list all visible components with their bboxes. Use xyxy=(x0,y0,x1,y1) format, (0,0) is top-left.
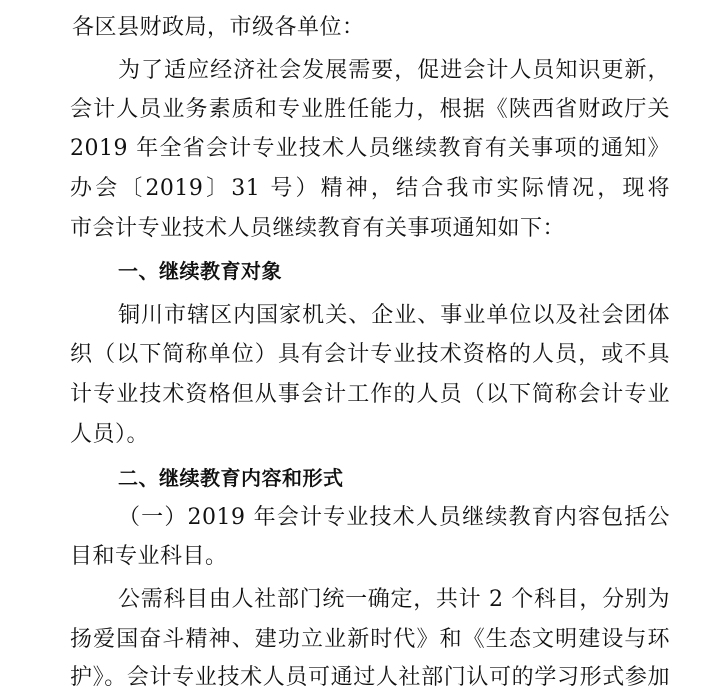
paragraph-intro-line-1: 为了适应经济社会发展需要，促进会计人员知识更新， xyxy=(118,58,670,83)
paragraph-target-line-2: 织（以下简称单位）具有会计专业技术资格的人员，或不具 xyxy=(70,342,670,367)
paragraph-public-line-1: 公需科目由人社部门统一确定，共计 2 个科目，分别为 xyxy=(118,587,670,612)
paragraph-target-line-1: 铜川市辖区内国家机关、企业、事业单位以及社会团体 xyxy=(118,303,670,328)
paragraph-public-line-3: 护》。会计专业技术人员可通过人社部门认可的学习形式参加 xyxy=(70,665,670,690)
paragraph-intro-line-5: 市会计专业技术人员继续教育有关事项通知如下： xyxy=(70,216,566,241)
paragraph-content-line-2: 目和专业科目。 xyxy=(70,544,228,569)
paragraph-intro-line-3: 2019 年全省会计专业技术人员继续教育有关事项的通知》 xyxy=(70,136,670,161)
section-heading-2: 二、继续教育内容和形式 xyxy=(118,466,344,490)
paragraph-intro-line-4: 办会〔2019〕31 号）精神，结合我市实际情况，现将 xyxy=(70,176,670,201)
paragraph-target-line-3: 计专业技术资格但从事会计工作的人员（以下简称会计专业 xyxy=(70,382,670,407)
paragraph-public-line-2: 扬爱国奋斗精神、建功立业新时代》和《生态文明建设与环 xyxy=(70,627,670,652)
paragraph-target-line-4: 人员）。 xyxy=(70,422,150,447)
salutation-line: 各区县财政局，市级各单位： xyxy=(72,15,365,40)
paragraph-intro-line-2: 会计人员业务素质和专业胜任能力，根据《陕西省财政厅关 xyxy=(70,97,670,122)
section-heading-1: 一、继续教育对象 xyxy=(118,259,282,283)
paragraph-content-line-1: （一）2019 年会计专业技术人员继续教育内容包括公 xyxy=(118,505,670,530)
